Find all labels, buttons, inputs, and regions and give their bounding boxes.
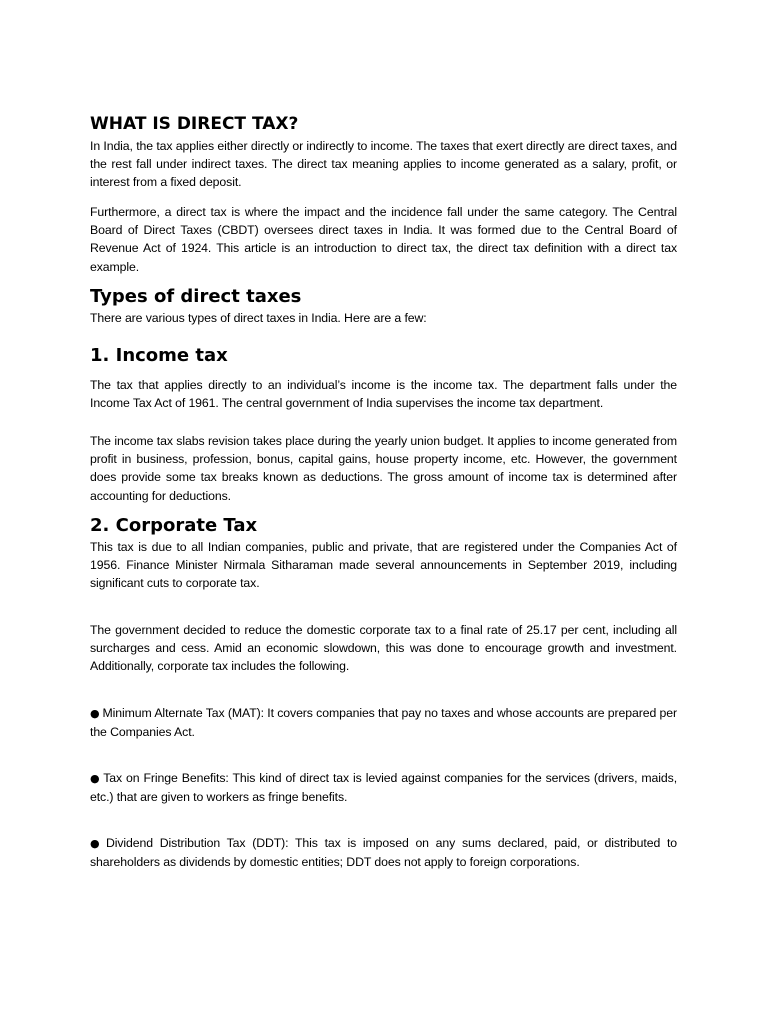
bullet-text: Minimum Alternate Tax (MAT): It covers companies that pay no taxes and whose accounts are prepared per the Companies Act. bbox=[90, 706, 678, 740]
bullet-icon: ● bbox=[90, 837, 103, 850]
corporate-tax-paragraph-2: The government decided to reduce the domestic corporate tax to a final rate of 25.17 per cent, including all surcharges and cess. Amid an economic slowdown, this was done to encourage growth and investment. Additionally, corporate tax includes the following. bbox=[90, 623, 677, 674]
types-paragraph: There are various types of direct taxes in India. Here are a few: bbox=[90, 311, 427, 325]
income-tax-heading: 1. Income tax bbox=[90, 345, 228, 366]
bullet-icon: ● bbox=[90, 772, 101, 785]
corporate-tax-paragraph-1: This tax is due to all Indian companies, public and private, that are registered under the Companies Act of 1956. Finance Minister Nirmala Sitharaman made several announcements in September 2019, including significant cuts to corporate tax. bbox=[90, 540, 677, 591]
bullet-icon: ● bbox=[90, 707, 100, 720]
corporate-tax-heading: 2. Corporate Tax bbox=[90, 515, 258, 536]
page-title: WHAT IS DIRECT TAX? bbox=[90, 114, 299, 134]
intro-paragraph-1: In India, the tax applies either directly or indirectly to income. The taxes that exert directly are direct taxes, and the rest fall under indirect taxes. The direct tax meaning applies to income generated as a salary, profit, or interest from a fixed deposit. bbox=[90, 139, 677, 190]
bullet-text: Dividend Distribution Tax (DDT): This tax is imposed on any sums declared, paid, or distributed to shareholders as dividends by domestic entities; DDT does not apply to foreign corporations. bbox=[90, 836, 678, 870]
bullet-item-ddt bbox=[90, 834, 677, 871]
income-tax-paragraph-1: The tax that applies directly to an individual’s income is the income tax. The department falls under the Income Tax Act of 1961. The central government of India supervises the income tax department. bbox=[90, 378, 677, 411]
intro-paragraph-2: Furthermore, a direct tax is where the impact and the incidence fall under the same category. The Central Board of Direct Taxes (CBDT) oversees direct taxes in India. It was formed due to the Central Board of Revenue Act of 1924. This article is an introduction to direct tax, the direct tax definition with a direct tax example. bbox=[90, 205, 677, 274]
income-tax-paragraph-2: The income tax slabs revision takes place during the yearly union budget. It applies to income generated from profit in business, profession, bonus, capital gains, house property income, etc. However, the government does provide some tax breaks known as deductions. The gross amount of income tax is determined after accounting for deductions. bbox=[90, 434, 677, 503]
bullet-item-mat bbox=[90, 704, 677, 741]
bullet-item-fringe-benefits bbox=[90, 769, 677, 806]
types-heading: Types of direct taxes bbox=[90, 286, 302, 307]
bullet-text: Tax on Fringe Benefits: This kind of direct tax is levied against companies for the services (drivers, maids, etc.) that are given to workers as fringe benefits. bbox=[90, 771, 678, 805]
